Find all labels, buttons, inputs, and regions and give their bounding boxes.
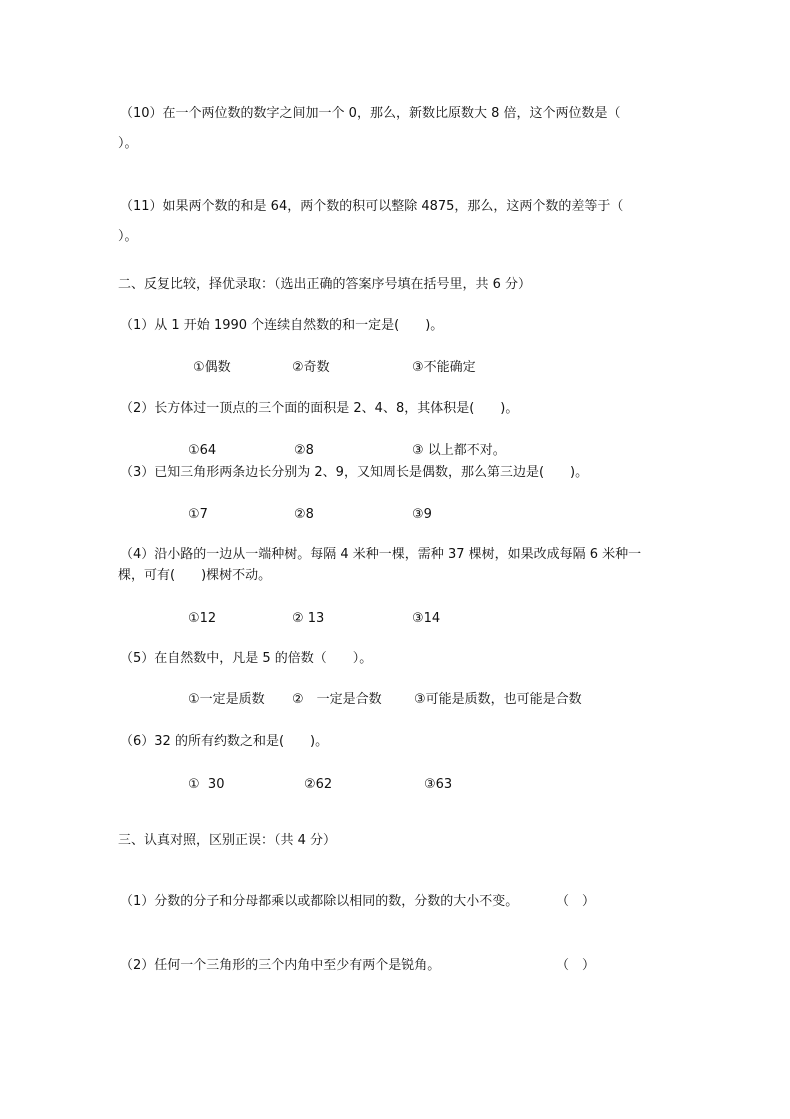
s2-q6-text: （6）32 的所有约数之和是( )。 [120,734,329,749]
s3-item1-answer-bracket[interactable]: （ ） [556,894,596,909]
s3-item2-text: （2）任何一个三角形的三个内角中至少有两个是锐角。 [120,958,441,973]
s2-q1-option-1: ①偶数 [193,360,231,375]
s2-q2-option-2: ②8 [294,443,314,458]
s2-q3-text: （3）已知三角形两条边长分别为 2、9，又知周长是偶数，那么第三边是( )。 [120,465,589,480]
q11-line1: （11）如果两个数的和是 64，两个数的积可以整除 4875，那么，这两个数的差等于（ [120,199,624,214]
s3-item1-text: （1）分数的分子和分母都乘以或都除以相同的数，分数的大小不变。 [120,894,519,909]
s2-q1-text: （1）从 1 开始 1990 个连续自然数的和一定是( )。 [120,318,444,333]
s2-q4-text: （4）沿小路的一边从一端种树。每隔 4 米种一棵，需种 37 棵树，如果改成每隔 6 米种一 [120,547,642,562]
s3-item2-answer-bracket[interactable]: （ ） [556,958,596,973]
s2-q3-option-3: ③9 [412,507,432,522]
s2-q2-option-1: ①64 [188,443,217,458]
s2-q6-option-3: ③63 [424,777,453,792]
s2-q4-option-1: ①12 [188,611,217,626]
section3-heading: 三、认真对照，区别正误：（共 4 分） [118,833,337,848]
s2-q5-text: （5）在自然数中，凡是 5 的倍数（ ）。 [120,651,373,666]
q10-line1: （10）在一个两位数的数字之间加一个 0，那么，新数比原数大 8 倍，这个两位数是（ [120,106,621,121]
s2-q6-option-1: ① 30 [188,777,225,792]
s2-q4-option-2: ② 13 [292,611,325,626]
s2-q2-text: （2）长方体过一顶点的三个面的面积是 2、4、8，其体积是( )。 [120,401,519,416]
s2-q5-option-1: ①一定是质数 [188,692,265,707]
s2-q2-option-3: ③ 以上都不对。 [412,443,506,458]
s2-q4-option-3: ③14 [412,611,441,626]
q11-line2: ）。 [118,229,138,244]
s2-q3-option-2: ②8 [294,507,314,522]
s2-q5-option-2: ② 一定是合数 [292,692,382,707]
s2-q5-option-3: ③可能是质数，也可能是合数 [414,692,582,707]
s2-q4-text2: 棵，可有( )棵树不动。 [118,568,272,583]
s2-q1-option-3: ③不能确定 [412,360,476,375]
s2-q1-option-2: ②奇数 [292,360,330,375]
section2-heading: 二、反复比较，择优录取：（选出正确的答案序号填在括号里，共 6 分） [118,277,532,292]
s2-q6-option-2: ②62 [304,777,333,792]
s2-q3-option-1: ①7 [188,507,208,522]
q10-line2: ）。 [118,136,138,151]
